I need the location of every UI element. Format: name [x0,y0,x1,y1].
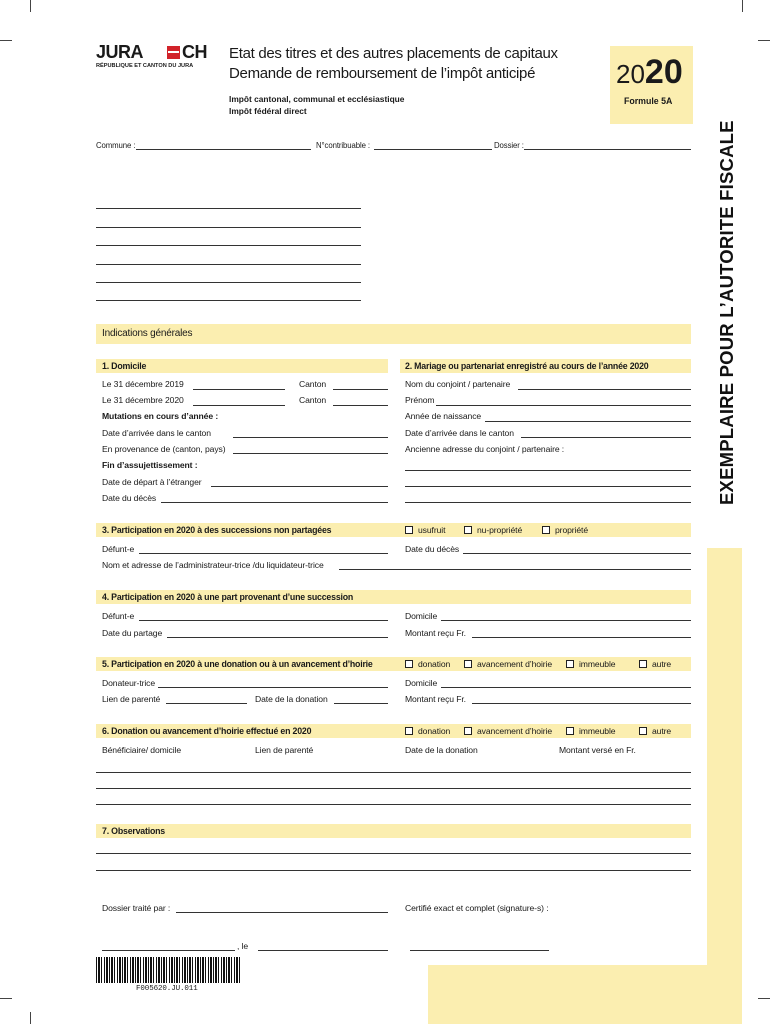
logo-subtitle: RÉPUBLIQUE ET CANTON DU JURA [96,63,194,69]
crop-mark [30,0,31,12]
s2-prenom-label: Prénom [405,395,435,405]
year-suffix: 20 [644,53,683,91]
s4-defunt-label: Défunt-e [102,611,135,621]
s6-autre-label: autre [652,726,672,736]
section-7-title: 7. Observations [102,826,166,836]
s3-usufruit-label: usufruit [418,525,446,535]
s5-montant-label: Montant reçu Fr. [405,694,466,704]
crop-mark [0,998,12,999]
s5-donation-checkbox[interactable] [405,660,413,668]
s6-donation-checkbox[interactable] [405,727,413,735]
s2-ancienne-label: Ancienne adresse du conjoint / partenaire : [405,444,565,454]
s2-naissance-label: Année de naissance [405,411,482,421]
certifie-label: Certifié exact et complet (signature-s) : [405,903,549,913]
s6-autre-checkbox[interactable] [639,727,647,735]
s1-row1-field[interactable] [193,389,285,390]
s3-defunt-field[interactable] [139,553,388,554]
crop-mark [742,0,743,12]
s4-montant-label: Montant reçu Fr. [405,628,466,638]
address-line[interactable] [96,245,361,246]
s2-ancienne-line-2[interactable] [405,486,691,487]
subtitle-line-1: Impôt cantonal, communal et ecclésiastique [229,94,405,104]
s4-defunt-field[interactable] [139,620,388,621]
logo-wordmark-left: JURA [96,42,144,62]
s3-deces-label: Date du décès [405,544,460,554]
s6-montant-label: Montant versé en Fr. [559,745,636,755]
s1-row2-field[interactable] [193,405,285,406]
s1-depart-field[interactable] [211,486,388,487]
section-7-header [96,824,691,838]
s4-domicile-label: Domicile [405,611,438,621]
place-field[interactable] [102,950,235,951]
dossier-traite-label: Dossier traité par : [102,903,171,913]
s2-ancienne-line-1[interactable] [405,470,691,471]
section-2-title: 2. Mariage ou partenariat enregistré au cours de l’année 2020 [405,361,649,371]
s5-domicile-label: Domicile [405,678,438,688]
section-6-title: 6. Donation ou avancement d’hoirie effectué en 2020 [102,726,312,736]
s6-avancement-label: avancement d’hoirie [477,726,553,736]
s2-ancienne-line-3[interactable] [405,502,691,503]
s4-montant-field[interactable] [472,637,691,638]
s3-admin-label: Nom et adresse de l’administrateur-trice /du liquidateur-trice [102,560,324,570]
s5-autre-label: autre [652,659,672,669]
s6-entry-line-2[interactable] [96,788,691,789]
s5-date-donation-field[interactable] [334,703,388,704]
s6-immeuble-label: immeuble [579,726,616,736]
s7-observation-line-1[interactable] [96,853,691,854]
s3-propriete-checkbox[interactable] [542,526,550,534]
s1-fin-label: Fin d’assujettissement : [102,460,198,470]
s1-mutations-label: Mutations en cours d’année : [102,411,219,421]
s6-lien-label: Lien de parenté [255,745,314,755]
crop-mark [758,40,770,41]
title-block [229,44,609,117]
dossier-label: Dossier : [494,141,524,150]
general-header-label: Indications générales [102,328,193,339]
s1-canton-label: Canton [299,379,327,389]
s6-entry-line-1[interactable] [96,772,691,773]
s1-arrivee-label: Date d’arrivée dans le canton [102,428,211,438]
crop-mark [30,1012,31,1024]
s5-domicile-field[interactable] [441,687,691,688]
s1-deces-label: Date du décès [102,493,157,503]
year-label [616,54,683,92]
s5-immeuble-checkbox[interactable] [566,660,574,668]
s1-arrivee-field[interactable] [233,437,388,438]
section-4-title: 4. Participation en 2020 à une part provenant d’une succession [102,592,354,602]
s5-lien-field[interactable] [166,703,247,704]
bottom-box [428,965,742,1024]
s6-immeuble-checkbox[interactable] [566,727,574,735]
s5-lien-label: Lien de parenté [102,694,161,704]
address-line[interactable] [96,208,361,209]
s3-defunt-label: Défunt-e [102,544,135,554]
s7-observation-line-2[interactable] [96,870,691,871]
s4-domicile-field[interactable] [441,620,691,621]
s5-date-donation-label: Date de la donation [255,694,328,704]
s5-donation-label: donation [418,659,451,669]
s2-prenom-field[interactable] [436,405,691,406]
s2-arrivee-label: Date d’arrivée dans le canton [405,428,514,438]
s3-usufruit-checkbox[interactable] [405,526,413,534]
formule-label: Formule 5A [624,96,673,106]
s3-deces-field[interactable] [463,553,691,554]
address-line[interactable] [96,300,361,301]
subtitle-line-2: Impôt fédéral direct [229,106,307,116]
address-line[interactable] [96,227,361,228]
section-3-title: 3. Participation en 2020 à des successions non partagées [102,525,332,535]
s3-propriete-label: propriété [555,525,589,535]
s5-donateur-field[interactable] [158,687,388,688]
signature-field[interactable] [410,950,549,951]
s4-partage-field[interactable] [167,637,388,638]
dossier-traite-field[interactable] [176,912,388,913]
s3-admin-field[interactable] [339,569,691,570]
crop-mark [0,40,12,41]
commune-label: Commune : [96,141,136,150]
s5-avancement-label: avancement d’hoirie [477,659,553,669]
s6-entry-line-3[interactable] [96,804,691,805]
s1-row1-label: Le 31 décembre 2019 [102,379,184,389]
s4-partage-label: Date du partage [102,628,163,638]
commune-field[interactable] [136,149,311,150]
s5-montant-field[interactable] [472,703,691,704]
s2-naissance-field[interactable] [485,421,691,422]
contribuable-field[interactable] [374,149,492,150]
s6-donation-label: donation [418,726,451,736]
logo-wordmark-right: CH [182,42,207,62]
title-line-1: Etat des titres et des autres placements de capitaux [229,45,558,62]
logo [96,42,221,72]
s5-immeuble-label: immeuble [579,659,616,669]
s1-row2-label: Le 31 décembre 2020 [102,395,184,405]
s6-date-label: Date de la donation [405,745,478,755]
s3-nu-propriete-label: nu-propriété [477,525,523,535]
year-prefix: 20 [616,59,645,89]
address-line[interactable] [96,282,361,283]
section-1-title: 1. Domicile [102,361,147,371]
s1-canton-field-1[interactable] [333,389,388,390]
s1-depart-label: Date de départ à l’étranger [102,477,202,487]
date-separator: , le [237,941,249,951]
s1-provenance-label: En provenance de (canton, pays) [102,444,226,454]
address-line[interactable] [96,264,361,265]
vertical-label: EXEMPLAIRE POUR L’AUTORITE FISCALE [716,120,737,505]
title-line-2: Demande de remboursement de l’impôt anticipé [229,65,536,82]
s5-autre-checkbox[interactable] [639,660,647,668]
dossier-field[interactable] [524,149,691,150]
year-box [610,46,693,124]
barcode-label: F005620.JU.011 [136,985,198,993]
s1-deces-field[interactable] [161,502,388,503]
s5-avancement-checkbox[interactable] [464,660,472,668]
logo-flag-stripes [168,51,179,53]
side-strip [707,548,742,1024]
s1-canton-field-2[interactable] [333,405,388,406]
s2-nom-label: Nom du conjoint / partenaire [405,379,511,389]
crop-mark [758,998,770,999]
barcode [96,957,241,983]
section-5-title: 5. Participation en 2020 à une donation ou à un avancement d’hoirie [102,659,373,669]
s2-arrivee-field[interactable] [521,437,691,438]
s1-canton-label: Canton [299,395,327,405]
s5-donateur-label: Donateur-trice [102,678,156,688]
date-field[interactable] [258,950,388,951]
s6-beneficiaire-label: Bénéficiaire/ domicile [102,745,182,755]
s3-nu-propriete-checkbox[interactable] [464,526,472,534]
contribuable-label: N°contribuable : [316,141,370,150]
s1-provenance-field[interactable] [233,453,388,454]
s2-nom-field[interactable] [518,389,691,390]
s6-avancement-checkbox[interactable] [464,727,472,735]
